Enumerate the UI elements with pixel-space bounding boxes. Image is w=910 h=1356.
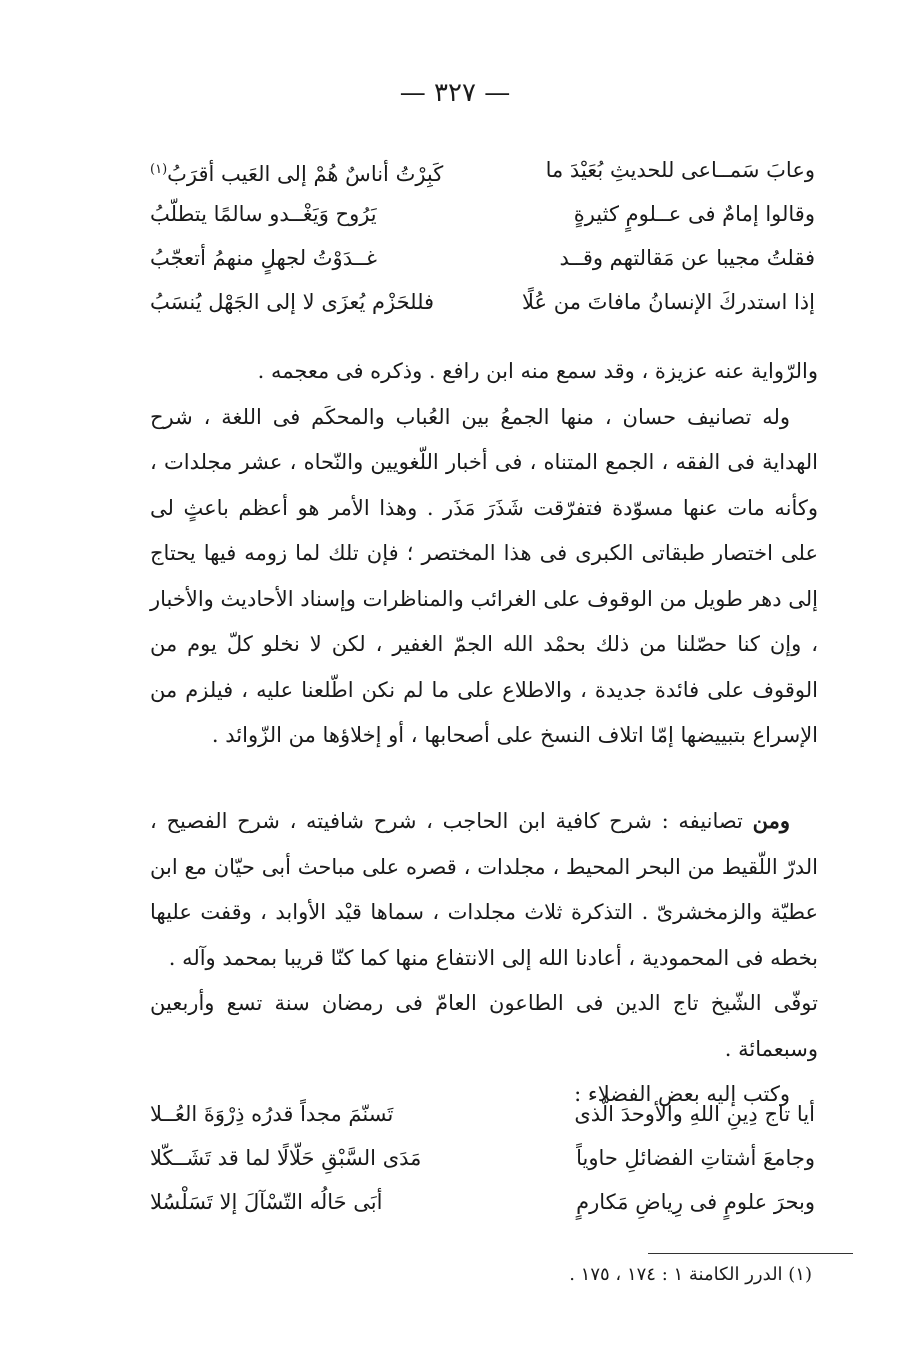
verse-line (150, 280, 815, 324)
paragraph-narration: والرّواية عنه عزيزة ، وقد سمع منه ابن رافع . وذكره فى معجمه . (257, 359, 818, 383)
paragraph-lead-word: ومن (752, 808, 790, 833)
verse-line (150, 1092, 815, 1136)
first-hemistich: أيا تاج دِينِ اللهِ والأوحدَ الّذى (574, 1102, 815, 1126)
verse-line (150, 192, 815, 236)
paragraph-death: توفّى الشّيخ تاج الدين فى الطاعون العامّ فى رمضان سنة تسع وأربعين وسبعمائة . (150, 991, 818, 1061)
first-hemistich: وعابَ سَمــاعى للحديثِ بُعَيْدَ ما (545, 158, 815, 182)
verse-line (150, 1180, 815, 1224)
paragraph-other-works (150, 798, 818, 981)
second-hemistich: غــدَوْتُ لجهلٍ منهمُ أتعجّبُ (150, 246, 378, 270)
verse-line (150, 148, 815, 192)
second-hemistich-text: كَبِرْتُ أناسٌ هُمْ إلى العَيب أقرَبُ (167, 162, 444, 186)
page-number: — ٣٢٧ — (399, 78, 511, 108)
paragraph-works: وله تصانيف حسان ، منها الجمعُ بين العُباب والمحكَم فى اللغة ، شرح الهداية فى الفقه ، الجمع المتناه ، فى أخبار اللّغويين والنّحاه ، عشر مجلدات ، وكأنه مات عنها مسوّدة فتفرّقت شَذَرَ مَذَر . وهذا الأمر هو أعظم باعثٍ لى على اختصار طبقاتى الكبرى فى هذا المختصر ؛ فإن تلك لما زومه فيها يحتاج إلى دهر طويل من الوقوف على الغرائب والمناظرات وإسناد الأحاديث والأخبار ، وإن كنا حصّلنا من ذلك بحمْد الله الجمّ الغفير ، لكن لا نخلو كلّ يوم من الوقوف على فائدة جديدة ، والاطلاع على ما لم نكن اطّلعنا عليه ، فيلزم من الإسراع بتبييضها إمّا اتلاف النسخ على أصحابها ، أو إخلاؤها من الزّوائد . (150, 404, 818, 747)
poem-1 (150, 148, 815, 324)
first-hemistich: وجامعَ أشتاتِ الفضائلِ حاوياً (576, 1146, 815, 1170)
footnote: (١) الدرر الكامنة ١ : ١٧٤ ، ١٧٥ . (569, 1264, 812, 1285)
verse-line (150, 236, 815, 280)
paragraph-other-works-text: تصانيفه : شرح كافية ابن الحاجب ، شرح شافيته ، شرح الفصيح ، الدرّ اللّقيط من البحر المحيط ، مجلدات ، قصره على مباحث أبى حيّان مع ابن عطيّة والزمخشرىّ . التذكرة ثلاث مجلدات ، سماها قيْد الأوابد ، وقفت عليها بخطه فى المحمودية ، أعادنا الله إلى الانتفاع منها كما كنّا قريبا بمحمد وآله . (150, 809, 818, 970)
second-hemistich: مَدَى السَّبْقِ حَلّالًا لما قد تَشَــكّلا (150, 1146, 422, 1170)
second-hemistich: أبَى حَالُه التّسْآلَ إلا تَسَلْسُلا (150, 1190, 383, 1214)
verse-line (150, 1136, 815, 1180)
poem-2 (150, 1092, 815, 1224)
second-hemistich: فللحَزْم يُعزَى لا إلى الجَهْل يُنسَبُ (150, 290, 435, 314)
footnote-marker: (١) (150, 162, 168, 177)
first-hemistich: وقالوا إمامٌ فى عــلومٍ كثيرةٍ (573, 202, 815, 226)
first-hemistich: فقلتُ مجيبا عن مَقالتهم وقــد (559, 246, 815, 270)
second-hemistich: تَسنّمَ مجداً قدرُه ذِرْوَةَ العُــلا (150, 1102, 394, 1126)
second-hemistich (150, 148, 475, 192)
first-hemistich: إذا استدركَ الإنسانُ مافاتَ من عُلًا (522, 290, 815, 314)
footnote-divider (648, 1253, 853, 1254)
prose-section-1 (150, 349, 818, 759)
second-hemistich: يَرُوح وَيَغْــدو سالمًا يتطلّبُ (150, 202, 377, 226)
first-hemistich: وبحرَ علومٍ فى رِياضِ مَكارمٍ (576, 1190, 815, 1214)
paragraph-poem-intro: وكتب إليه بعض الفضلاء : (574, 1082, 790, 1106)
prose-section-2 (150, 798, 818, 1118)
